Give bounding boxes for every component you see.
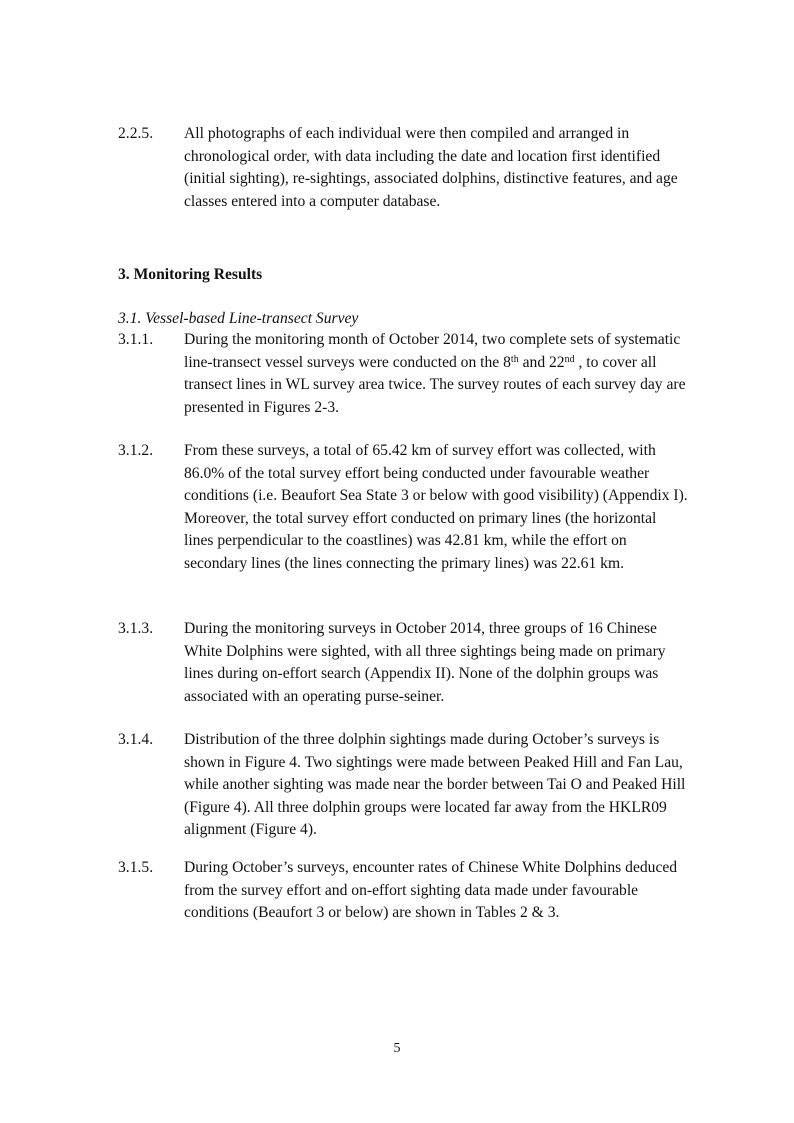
superscript-nd: nd: [564, 353, 575, 365]
paragraph-number: 3.1.1.: [118, 331, 154, 348]
paragraph-3-1-1: [118, 329, 688, 419]
paragraph-number: 3.1.2.: [118, 442, 154, 459]
paragraph-text: [184, 329, 688, 419]
text-segment: , to cover all transect lines in WL survey area twice. The survey routes of each survey day are presented in Figures 2-3.: [184, 353, 686, 416]
superscript-th: th: [510, 353, 519, 365]
paragraph-3-1-3: [118, 618, 688, 708]
paragraph-text: During October’s surveys, encounter rates of Chinese White Dolphins deduced from the survey effort and on-effort sighting data made under favourable conditions (Beaufort 3 or below) are shown in Tables 2 & 3.: [184, 859, 678, 922]
paragraph-text: Distribution of the three dolphin sightings made during October’s surveys is shown in Figure 4. Two sightings were made between Peaked Hill and Fan Lau, while another sighting was made near the border between Tai O and Peaked Hill (Figure 4). All three dolphin groups were located far away from the HKLR09 alignment (Figure 4).: [184, 731, 686, 839]
paragraph-text: All photographs of each individual were then compiled and arranged in chronological order, with data including the date and location first identified (initial sighting), re-sightings, associated dolphins, distinctive features, and age classes entered into a computer database.: [184, 125, 678, 210]
paragraph-3-1-4: [118, 729, 688, 842]
text-segment: During the monitoring month of October 2014, two complete sets of systematic line-transect vessel surveys were conducted on the 8: [184, 331, 681, 371]
text-segment: and 22: [518, 353, 565, 371]
section-heading-monitoring-results: 3. Monitoring Results: [118, 266, 263, 283]
paragraph-3-1-5: [118, 857, 688, 925]
paragraph-number: 3.1.5.: [118, 859, 154, 876]
subsection-heading-vessel-survey: 3.1. Vessel-based Line-transect Survey: [118, 310, 359, 327]
paragraph-text: During the monitoring surveys in October 2014, three groups of 16 Chinese White Dolphins were sighted, with all three sightings being made on primary lines during on-effort search (Appendix II). None of the dolphin groups was associated with an operating purse-seiner.: [184, 620, 666, 705]
paragraph-text: From these surveys, a total of 65.42 km of survey effort was collected, with 86.0% of the total survey effort being conducted under favourable weather conditions (i.e. Beaufort Sea State 3 or below with good visibility) (Appendix I). Moreover, the total survey effort conducted on primary lines (the horizontal lines perpendicular to the coastlines) was 42.81 km, while the effort on secondary lines (the lines connecting the primary lines) was 22.61 km.: [184, 442, 688, 572]
paragraph-2-2-5: [118, 123, 688, 213]
paragraph-number: 3.1.3.: [118, 620, 154, 637]
paragraph-number: 3.1.4.: [118, 731, 154, 748]
page-number: 5: [393, 1041, 401, 1056]
paragraph-number: 2.2.5.: [118, 125, 154, 142]
paragraph-3-1-2: [118, 440, 688, 576]
